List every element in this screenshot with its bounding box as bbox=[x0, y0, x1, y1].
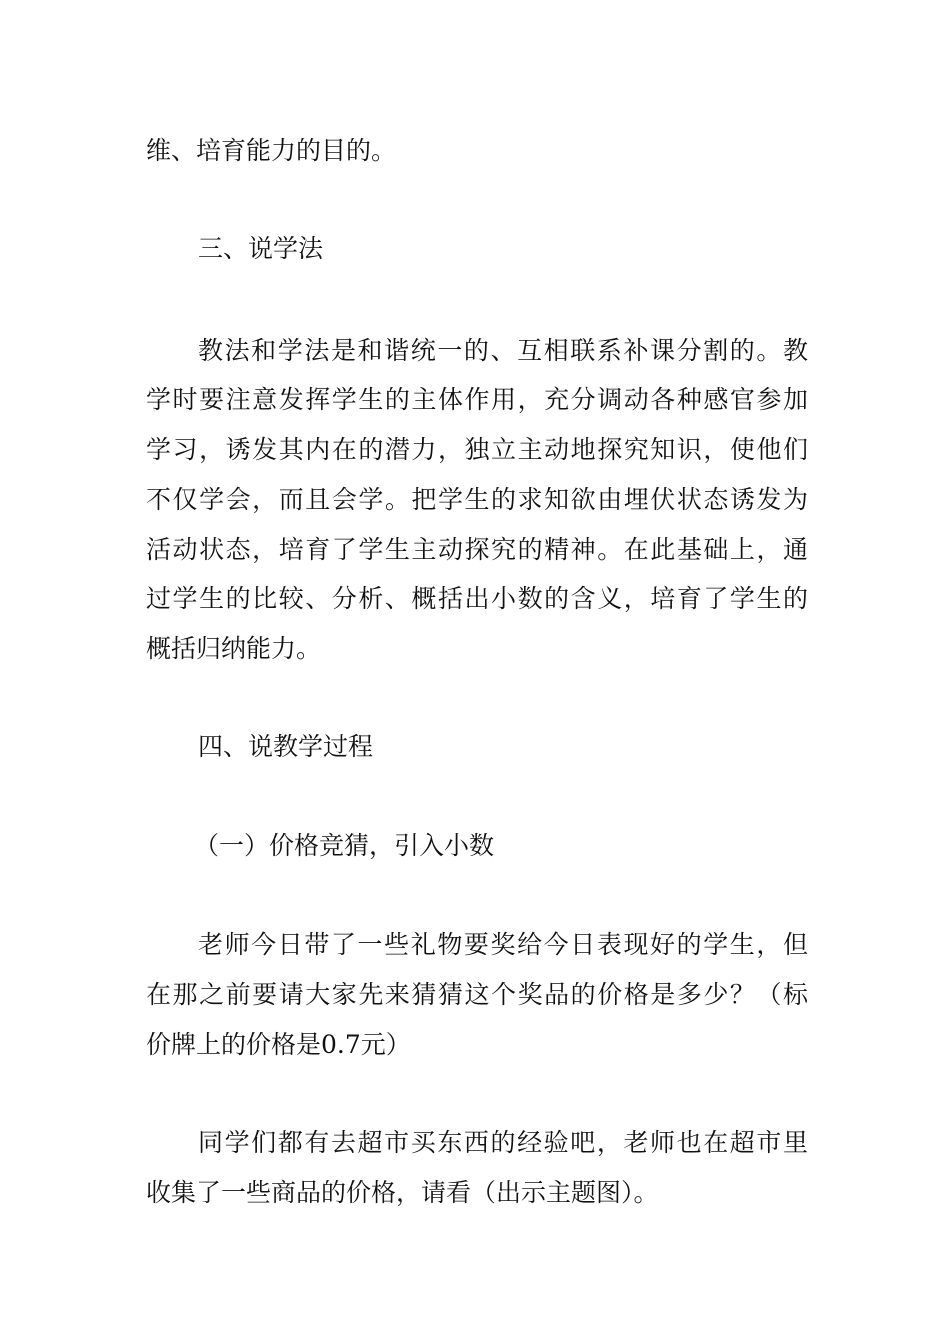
paragraph-line: 学时要注意发挥学生的主体作用，充分调动各种感官参加 bbox=[146, 385, 808, 414]
section-heading-study-methods: 三、说学法 bbox=[198, 234, 324, 263]
paragraph-line: 维、培育能力的目的。 bbox=[146, 136, 397, 165]
paragraph-line: 教法和学法是和谐统一的、互相联系补课分割的。教 bbox=[198, 336, 808, 365]
paragraph-line: 过学生的比较、分析、概括出小数的含义，培育了学生的 bbox=[146, 584, 808, 613]
paragraph-line: 老师今日带了一些礼物要奖给今日表现好的学生，但 bbox=[198, 930, 808, 959]
paragraph-line: 在那之前要请大家先来猜猜这个奖品的价格是多少？（标 bbox=[146, 980, 808, 1009]
paragraph-line: 概括归纳能力。 bbox=[146, 634, 322, 663]
paragraph-line: 同学们都有去超市买东西的经验吧，老师也在超市里 bbox=[198, 1128, 808, 1157]
paragraph-line: 价牌上的价格是0.7元） bbox=[146, 1030, 411, 1059]
subsection-heading-price-guess: （一）价格竞猜，引入小数 bbox=[194, 831, 495, 860]
paragraph-line: 学习，诱发其内在的潜力，独立主动地探究知识，使他们 bbox=[146, 435, 808, 464]
section-heading-teaching-process: 四、说教学过程 bbox=[198, 732, 374, 761]
paragraph-line: 活动状态，培育了学生主动探究的精神。在此基础上，通 bbox=[146, 535, 808, 564]
paragraph-line: 收集了一些商品的价格，请看（出示主题图）。 bbox=[146, 1178, 659, 1207]
paragraph-line: 不仅学会，而且会学。把学生的求知欲由埋伏状态诱发为 bbox=[146, 485, 808, 514]
